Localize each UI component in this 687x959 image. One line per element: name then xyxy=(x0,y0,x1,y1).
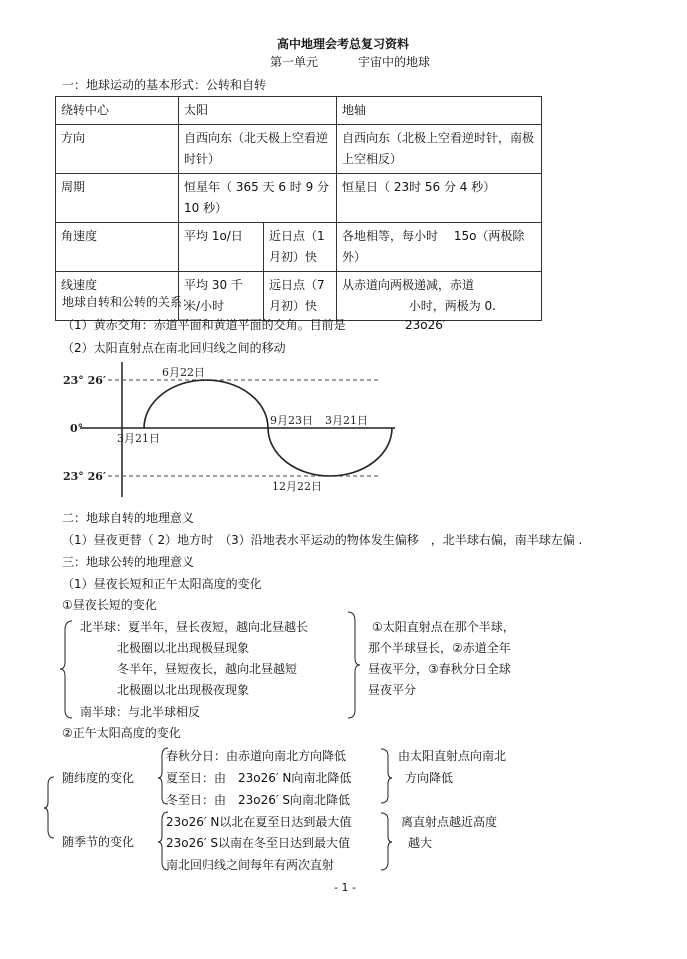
document-title: 高中地理会考总复习资料 xyxy=(277,37,410,51)
daylength-note: 昼夜平分，③春秋分日全球 xyxy=(368,662,511,676)
table-cell: 太阳 xyxy=(179,97,337,125)
left-brace-icon xyxy=(44,777,54,838)
section-3-heading: 三：地球公转的地理意义 xyxy=(62,555,195,569)
season-note: 越大 xyxy=(408,836,433,850)
table-cell: 地轴 xyxy=(337,97,542,125)
season-line: 23o26′ S以南在冬至日达到最大值 xyxy=(166,836,351,850)
table-cell: 方向 xyxy=(56,125,179,174)
table-cell: 绕转中心 xyxy=(56,97,179,125)
subsolar-text: （2）太阳直射点在南北回归线之间的移动 xyxy=(62,341,286,355)
section-1-heading: 一：地球运动的基本形式：公转和自转 xyxy=(62,78,267,92)
date-label: 3月21日 xyxy=(117,432,160,445)
season-variation-label: 随季节的变化 xyxy=(62,835,135,849)
lat-zero-label: 0° xyxy=(70,422,84,435)
table-cell: 自西向东（北极上空看逆时针，南极上空相反） xyxy=(337,125,542,174)
latitude-variation-label: 随纬度的变化 xyxy=(62,771,135,785)
obliquity-text: （1）黄赤交角：赤道平面和黄道平面的交角。目前是 xyxy=(62,318,346,332)
date-label: 12月22日 xyxy=(272,480,322,493)
unit-label: 第一单元 xyxy=(270,55,319,69)
table-cell: 远日点（7月初）快 xyxy=(264,272,337,321)
daylength-line: 北极圈以北出现极昼现象 xyxy=(117,641,250,655)
table-cell: 平均 30 千米/小时 xyxy=(179,272,264,321)
daylength-note: ①太阳直射点在那个半球， xyxy=(372,620,515,634)
subsection-heading: （1）昼夜长短和正午太阳高度的变化 xyxy=(62,577,262,591)
table-cell: 平均 1o/日 xyxy=(179,223,264,272)
season-line: 南北回归线之间每年有两次直射 xyxy=(166,858,335,872)
unit-title: 宇宙中的地球 xyxy=(358,55,431,69)
rotation-significance: （1）昼夜更替（ 2）地方时 （3）沿地表水平运动的物体发生偏移 ，北半球右偏，南半球左偏 . xyxy=(62,533,583,547)
daylength-line: 北极圈以北出现极夜现象 xyxy=(117,683,250,697)
page-number: - 1 - xyxy=(334,881,356,894)
obliquity-value: 23o26′ xyxy=(405,318,446,332)
latitude-line: 夏至日：由 23o26′ N向南北降低 xyxy=(166,771,352,785)
noon-altitude-heading: ②正午太阳高度的变化 xyxy=(62,726,181,740)
season-line: 23o26′ N以北在夏至日达到最大值 xyxy=(166,815,352,829)
right-brace-icon xyxy=(348,612,360,718)
lat-top-label: 23° 26′ xyxy=(63,374,106,387)
cell-line: 从赤道向两极递减，赤道 xyxy=(342,278,475,292)
latitude-note: 由太阳直射点向南北 xyxy=(398,749,507,763)
daylength-note: 昼夜平分 xyxy=(368,683,417,697)
date-label: 3月21日 xyxy=(325,414,368,427)
season-note: 离直射点越近高度 xyxy=(401,815,498,829)
table-cell: 线速度 xyxy=(56,272,179,321)
table-cell: 周期 xyxy=(56,174,179,223)
daylength-note: 那个半球昼长，②赤道全年 xyxy=(368,641,511,655)
daylength-line: 冬半年，昼短夜长，越向北昼越短 xyxy=(117,662,298,676)
latitude-note: 方向降低 xyxy=(405,771,454,785)
daylength-line: 南半球：与北半球相反 xyxy=(80,705,201,719)
latitude-line: 春秋分日：由赤道向南北方向降低 xyxy=(166,749,347,763)
date-label: 9月23日 xyxy=(270,414,313,427)
table-cell: 自西向东（北天极上空看逆时针） xyxy=(179,125,337,174)
table-cell: 近日点（1月初）快 xyxy=(264,223,337,272)
table-cell: 恒星日（ 23时 56 分 4 秒） xyxy=(337,174,542,223)
cell-line: 小时，两极为 0. xyxy=(408,299,496,313)
right-brace-icon xyxy=(381,813,392,870)
section-2-heading: 二：地球自转的地理意义 xyxy=(62,511,195,525)
table-cell: 恒星年（ 365 天 6 时 9 分 10 秒） xyxy=(179,174,337,223)
daylength-heading: ①昼夜长短的变化 xyxy=(62,598,157,612)
daylength-line: 北半球：夏半年，昼长夜短，越向北昼越长 xyxy=(80,620,309,634)
relation-heading: 地球自转和公转的关系： xyxy=(62,295,195,309)
date-label: 6月22日 xyxy=(162,366,205,379)
right-brace-icon xyxy=(381,749,392,803)
latitude-line: 冬至日：由 23o26′ S向南北降低 xyxy=(166,793,351,807)
left-brace-icon xyxy=(60,621,72,718)
lat-bottom-label: 23° 26′ xyxy=(63,470,106,483)
table-cell: 各地相等，每小时 15o（两极除外） xyxy=(337,223,542,272)
table-cell: 角速度 xyxy=(56,223,179,272)
